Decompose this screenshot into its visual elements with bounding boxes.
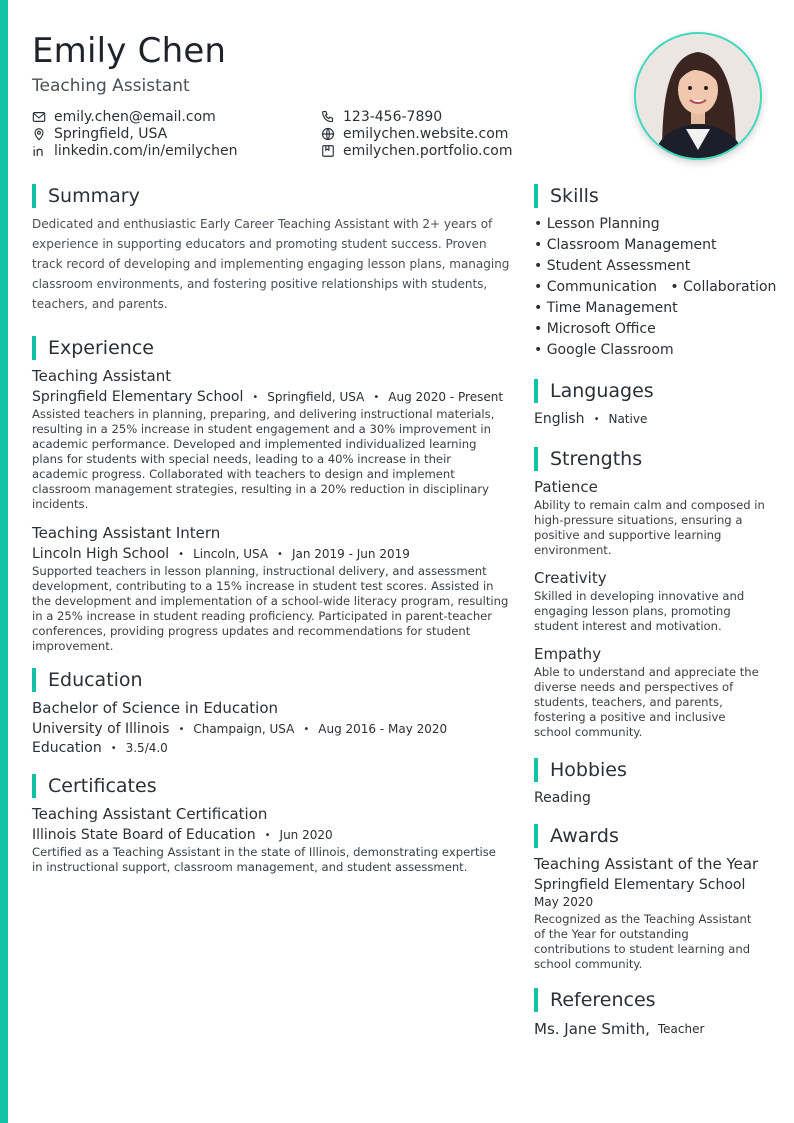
certificate-title: Teaching Assistant Certification <box>32 805 268 823</box>
contact-website[interactable] <box>321 125 552 142</box>
job-description: Assisted teachers in planning, preparing, and delivering instructional materials, resulting in a 25% increase in student engagement and a 30% improvement in academic performance. Developed and implemented individualized learning plans for students with special needs, leading to a 40% increase in their academic progress. Collaborated with teachers to design and implement classroom management strategies, resulting in a 20% reduction in disciplinary incidents. <box>32 407 495 511</box>
hobby-item: Reading <box>534 790 591 806</box>
education-gpa-row <box>32 740 510 756</box>
strength-description: Able to understand and appreciate the diverse needs and perspectives of students, teachers, and parents, fostering a positive and inclusive school community. <box>534 665 759 739</box>
employer-name: Springfield Elementary School <box>32 389 244 405</box>
strength-title: Patience <box>534 478 598 496</box>
reference-item <box>534 1020 766 1038</box>
language-item <box>534 411 766 427</box>
profile-photo <box>634 32 762 160</box>
language-level: Native <box>608 412 648 426</box>
job-meta <box>32 389 510 405</box>
award-title: Teaching Assistant of the Year <box>534 855 759 873</box>
separator-dot: • <box>593 413 600 425</box>
skill-item: • Student Assessment <box>534 258 691 274</box>
summary-section <box>32 184 510 314</box>
school-name: University of Illinois <box>32 721 170 737</box>
contact-location <box>32 125 321 142</box>
skills-list <box>534 214 777 361</box>
education-section <box>32 668 510 756</box>
skill-item: • Classroom Management <box>534 237 717 253</box>
globe-icon <box>321 127 335 141</box>
certificates-section <box>32 774 510 875</box>
candidate-name: Emily Chen <box>32 31 227 71</box>
job-meta <box>32 546 510 562</box>
contact-email[interactable] <box>32 108 321 125</box>
skill-item: • Microsoft Office <box>534 321 656 337</box>
separator-dot: • <box>303 723 310 735</box>
languages-heading: Languages <box>534 379 766 403</box>
accent-bar <box>0 0 8 1123</box>
candidate-title: Teaching Assistant <box>32 76 190 96</box>
school-location: Champaign, USA <box>193 722 295 736</box>
award-date: May 2020 <box>534 895 594 909</box>
award-organization: Springfield Elementary School <box>534 877 746 893</box>
resume-header <box>32 30 592 98</box>
mail-icon <box>32 110 46 124</box>
certificate-description: Certified as a Teaching Assistant in the state of Illinois, demonstrating expertise in instructional support, classroom management, and student assessment. <box>32 845 496 874</box>
strength-title: Creativity <box>534 569 607 587</box>
languages-section <box>534 379 766 427</box>
employer-name: Lincoln High School <box>32 546 170 562</box>
awards-heading: Awards <box>534 824 766 848</box>
language-name: English <box>534 411 585 427</box>
job-dates: Jan 2019 - Jun 2019 <box>291 547 410 561</box>
job-title: Teaching Assistant Intern <box>32 524 221 542</box>
location-text: Springfield, USA <box>54 125 168 142</box>
education-dates: Aug 2016 - May 2020 <box>318 722 448 736</box>
hobbies-heading: Hobbies <box>534 758 766 782</box>
summary-heading: Summary <box>32 184 510 208</box>
job-dates: Aug 2020 - Present <box>388 390 504 404</box>
portfolio-text: emilychen.portfolio.com <box>343 142 513 159</box>
left-column <box>32 184 510 875</box>
linkedin-icon <box>32 144 46 158</box>
awards-section <box>534 824 766 972</box>
award-description: Recognized as the Teaching Assistant of the Year for outstanding contributions to student learning and school community. <box>534 912 752 971</box>
job-title: Teaching Assistant <box>32 367 172 385</box>
separator-dot: • <box>373 391 380 403</box>
experience-item <box>32 366 510 512</box>
strengths-section <box>534 447 766 740</box>
references-section <box>534 988 766 1038</box>
separator-dot: • <box>252 391 259 403</box>
hobbies-section <box>534 758 766 806</box>
separator-dot: • <box>110 742 117 754</box>
experience-heading: Experience <box>32 336 510 360</box>
field-of-study: Education <box>32 740 102 756</box>
skill-item: • Time Management <box>534 300 678 316</box>
strength-item <box>534 477 766 558</box>
contact-phone[interactable] <box>321 108 552 125</box>
reference-role: Teacher <box>657 1022 705 1036</box>
skill-item: • Lesson Planning <box>534 216 660 232</box>
portfolio-icon <box>321 144 335 158</box>
profile-photo-image <box>636 34 760 158</box>
skills-section <box>534 184 777 361</box>
job-description: Supported teachers in lesson planning, instructional delivery, and assessment development, contributing to a 15% increase in student test scores. Assisted in the development and implementation of a school-wide literacy program, resulting in a 25% increase in student reading proficiency. Participated in parent-teacher conferences, providing progress updates and recommendations for student improvement. <box>32 564 509 653</box>
degree-title: Bachelor of Science in Education <box>32 699 279 717</box>
contact-linkedin[interactable] <box>32 142 321 159</box>
separator-dot: • <box>178 723 185 735</box>
summary-text: Dedicated and enthusiastic Early Career Teaching Assistant with 2+ years of experience in supporting educators and promoting student success. Proven track record of developing and implementing engaging lesson plans, managing classroom environments, and fostering positive relationships with students, teachers, and parents. <box>32 217 510 311</box>
education-heading: Education <box>32 668 510 692</box>
experience-section <box>32 336 510 654</box>
references-heading: References <box>534 988 766 1012</box>
right-column <box>534 184 777 1038</box>
website-text: emilychen.website.com <box>343 125 509 142</box>
email-text: emily.chen@email.com <box>54 108 216 125</box>
certificate-date: Jun 2020 <box>279 828 333 842</box>
strength-description: Ability to remain calm and composed in high-pressure situations, ensuring a positive and supportive learning environment. <box>534 498 765 557</box>
strength-item <box>534 644 766 740</box>
job-location: Springfield, USA <box>267 390 365 404</box>
contact-info <box>32 108 552 159</box>
separator-dot: • <box>277 548 283 560</box>
reference-name: Ms. Jane Smith, <box>534 1020 650 1038</box>
experience-item <box>32 523 510 654</box>
phone-text: 123-456-7890 <box>343 108 443 125</box>
skills-heading: Skills <box>534 184 766 208</box>
certificates-heading: Certificates <box>32 774 510 798</box>
phone-icon <box>321 110 335 124</box>
skill-item: • Communication • Collaboration <box>534 279 777 295</box>
contact-portfolio[interactable] <box>321 142 552 159</box>
separator-dot: • <box>178 548 185 560</box>
certificate-issuer: Illinois State Board of Education <box>32 827 256 843</box>
strengths-heading: Strengths <box>534 447 766 471</box>
job-location: Lincoln, USA <box>193 547 269 561</box>
certificate-meta <box>32 827 510 843</box>
linkedin-text: linkedin.com/in/emilychen <box>54 142 238 159</box>
strength-description: Skilled in developing innovative and engaging lesson plans, promoting student interest and motivation. <box>534 589 745 633</box>
education-meta <box>32 721 510 737</box>
strength-title: Empathy <box>534 645 602 663</box>
separator-dot: • <box>264 829 271 841</box>
location-pin-icon <box>32 127 46 141</box>
gpa-value: 3.5/4.0 <box>125 741 168 755</box>
skill-item: • Google Classroom <box>534 342 674 358</box>
strength-item <box>534 568 766 634</box>
